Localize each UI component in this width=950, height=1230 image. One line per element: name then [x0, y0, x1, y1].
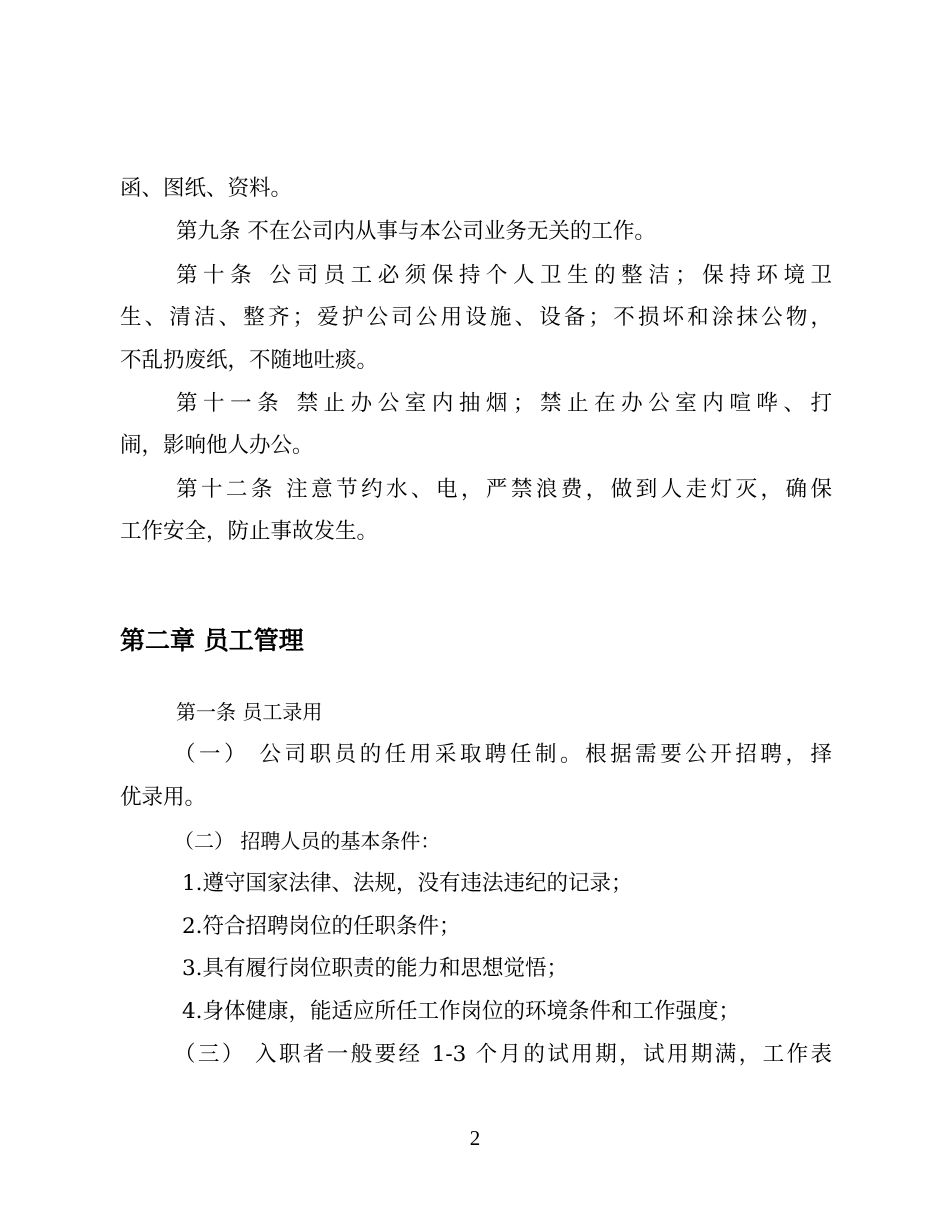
article-10-line-3: 不乱扔废纸，不随地吐痰。 [120, 348, 379, 373]
article-12-line-1: 第十二条 注意节约水、电，严禁浪费，做到人走灯灭，确保 [176, 477, 832, 502]
clause-3-line-1: （三） 入职者一般要经 1-3 个月的试用期，试用期满，工作表 [174, 1042, 832, 1067]
clause-1-line-1: （一） 公司职员的任用采取聘任制。根据需要公开招聘，择 [174, 742, 832, 767]
article-11-line-2: 闹，影响他人办公。 [120, 433, 314, 458]
chapter-title: 第二章 员工管理 [120, 626, 304, 655]
article-1-title: 第一条 员工录用 [176, 700, 323, 724]
article-10-line-2: 生、清洁、整齐；爱护公司公用设施、设备；不损坏和涂抹公物， [120, 305, 832, 330]
clause-1-line-2: 优录用。 [120, 785, 207, 810]
paragraph-line: 函、图纸、资料。 [120, 176, 293, 201]
page-number: 2 [469, 1126, 481, 1150]
article-9-line: 第九条 不在公司内从事与本公司业务无关的工作。 [176, 219, 656, 244]
article-11-line-1: 第十一条 禁止办公室内抽烟；禁止在办公室内喧哗、打 [176, 391, 832, 416]
article-12-line-2: 工作安全，防止事故发生。 [120, 519, 379, 544]
condition-4: 4.身体健康，能适应所任工作岗位的环境条件和工作强度； [182, 999, 741, 1024]
article-10-line-1: 第十条 公司员工必须保持个人卫生的整洁；保持环境卫 [176, 263, 832, 288]
condition-3: 3.具有履行岗位职责的能力和思想觉悟； [182, 956, 569, 981]
clause-2-title: （二） 招聘人员的基本条件： [174, 829, 441, 853]
condition-1: 1.遵守国家法律、法规，没有违法违纪的记录； [182, 871, 633, 896]
condition-2: 2.符合招聘岗位的任职条件； [182, 914, 461, 939]
